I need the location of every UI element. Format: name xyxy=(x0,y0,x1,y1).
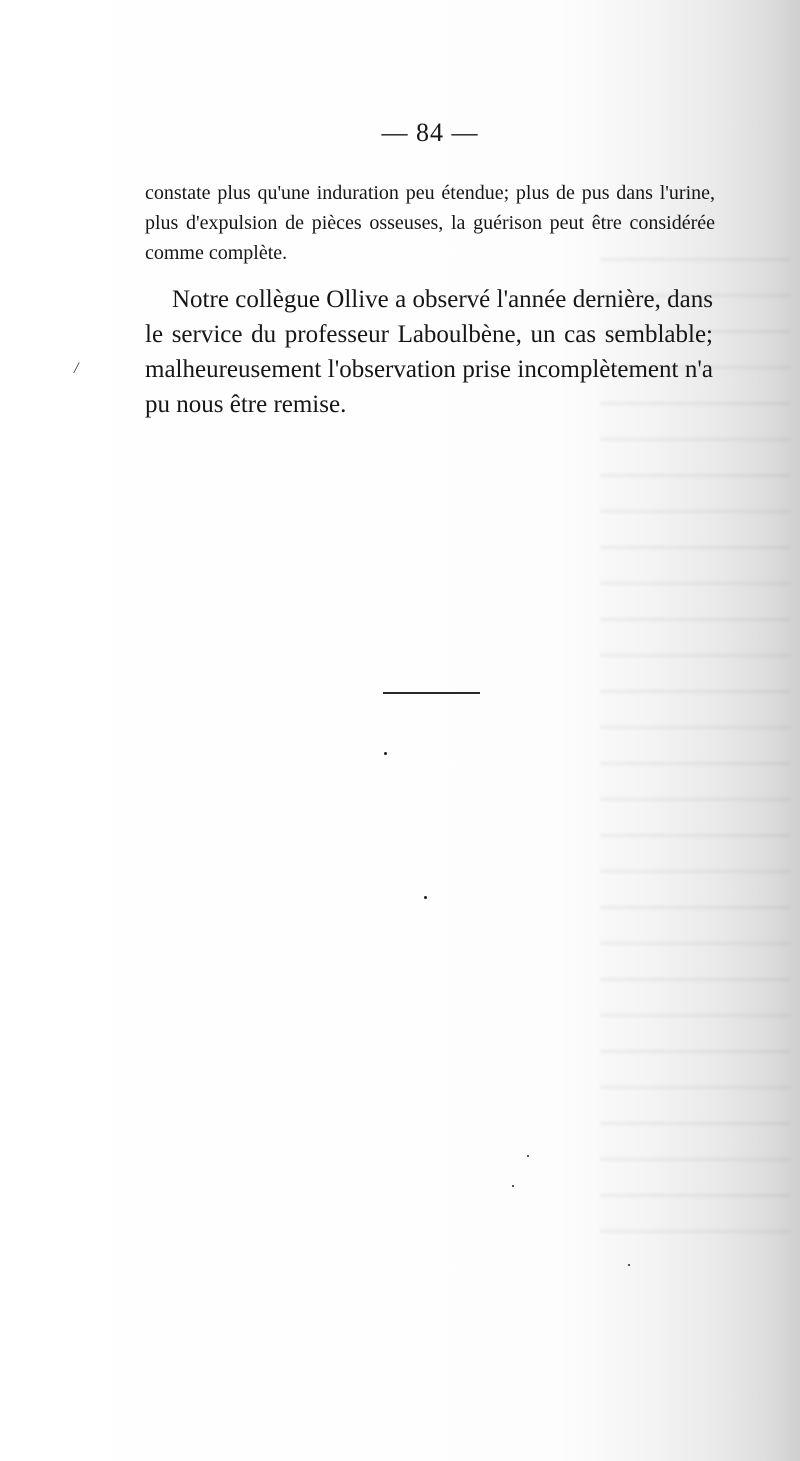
ink-speck xyxy=(384,752,387,755)
paragraph-main: Notre collègue Ollive a observé l'année dernière, dans le service du professeur Laboulbène, un cas semblable; malheureusement l'observation prise incomplètement n'a pu nous être remise. xyxy=(145,286,713,418)
ink-speck xyxy=(424,896,427,899)
section-end-rule xyxy=(383,692,480,694)
page-number: — 84 — xyxy=(381,118,479,147)
ink-speck xyxy=(527,1155,529,1157)
ink-speck xyxy=(628,1264,630,1266)
ink-speck xyxy=(512,1185,514,1187)
margin-mark: / xyxy=(74,360,79,377)
paragraph-continued: constate plus qu'une induration peu étendue; plus de pus dans l'urine, plus d'expulsion de pièces osseuses, la guérison peut être considérée comme complète. xyxy=(145,182,715,264)
